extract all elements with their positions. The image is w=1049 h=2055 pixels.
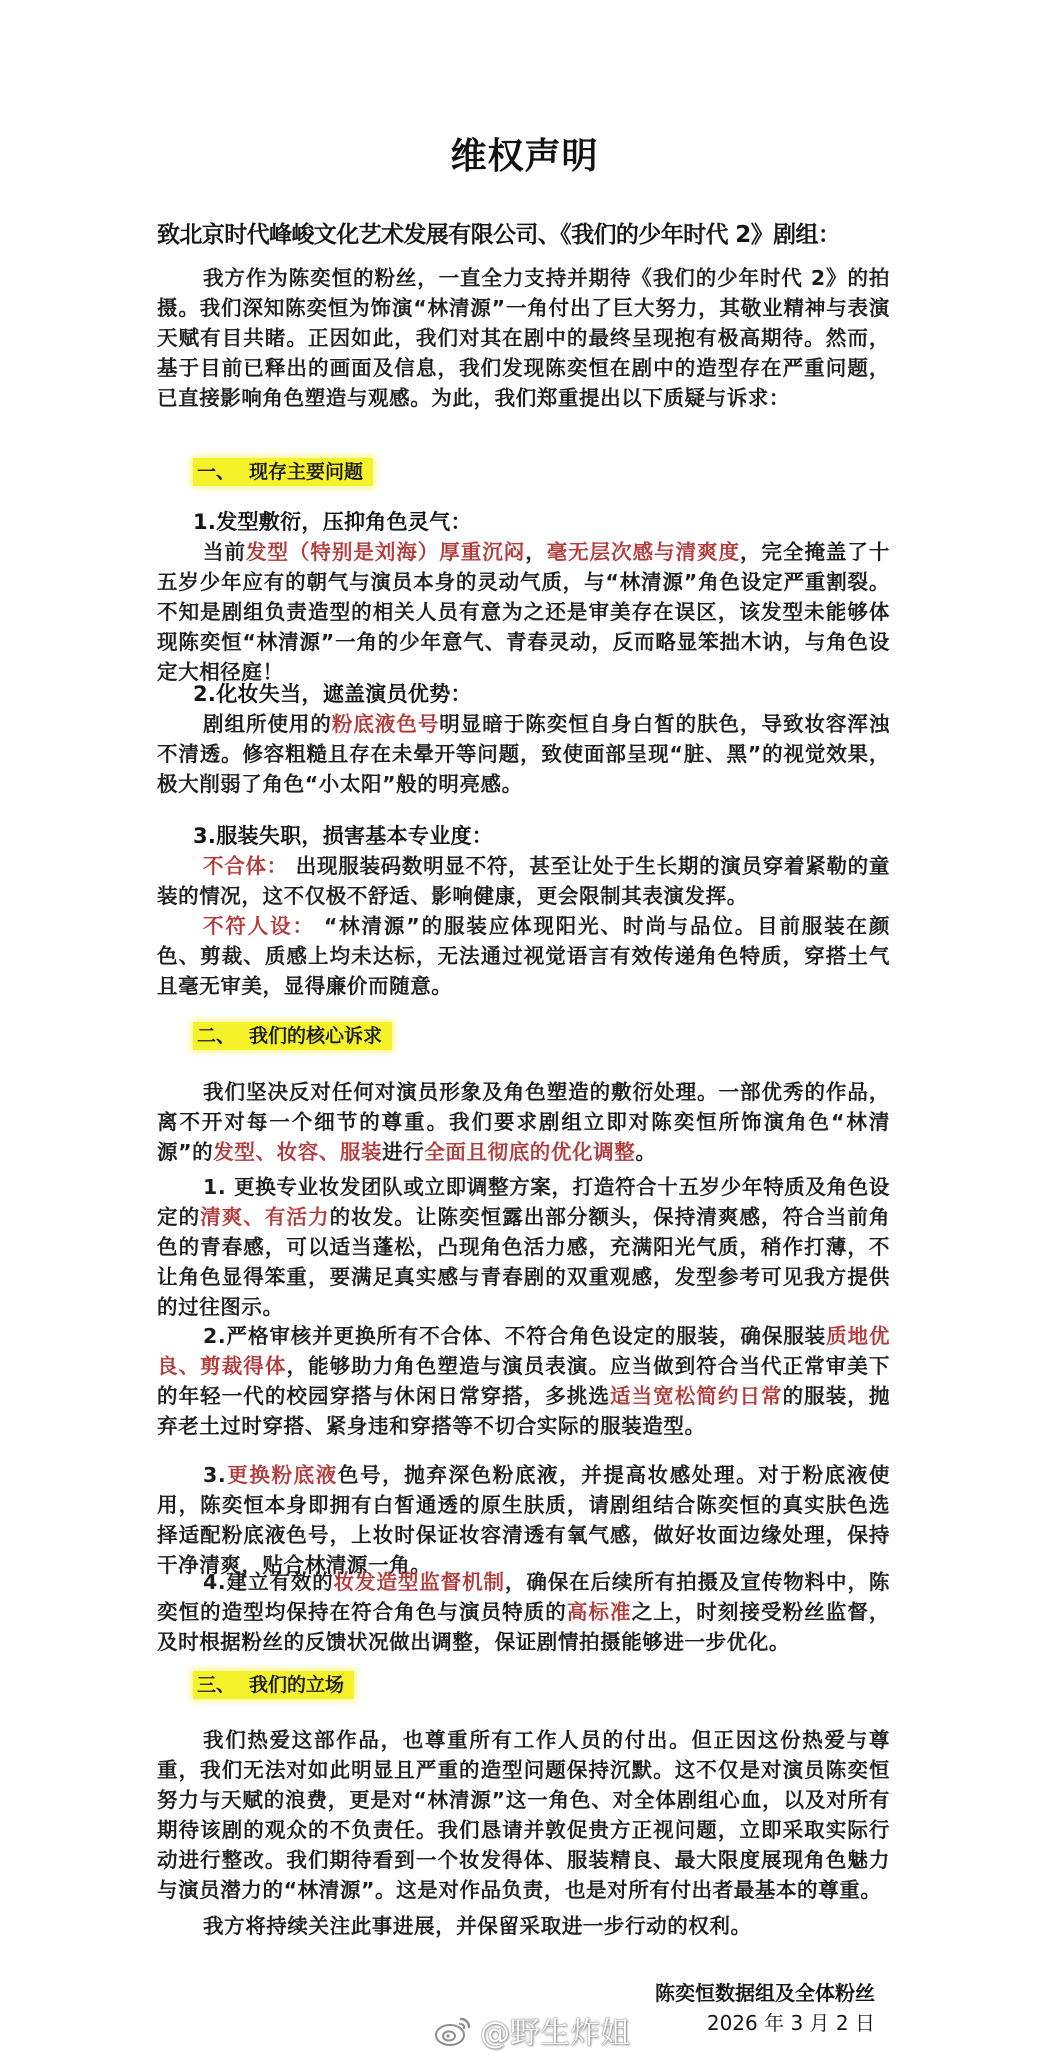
text: ，能够助力角色塑造与演员表演。应当做到符合当代正常审美下的年轻一代的校园穿搭与休闲日常穿搭，多挑选: [157, 1354, 890, 1408]
text: 剧组所使用的: [203, 712, 332, 736]
text: 明显暗于陈奕恒自身白皙的肤色，导致妆容浑浊不清透。修容粗糙且存在未晕开等问题，致使面部呈现“脏、黑”的视觉效果，极大削弱了角色“小太阳”般的明亮感。: [157, 712, 890, 796]
demand-item-2: [157, 1321, 890, 1441]
issue-title-costume: 3.服装失职，损害基本专业度：: [193, 824, 494, 848]
text: 的妆发。让陈奕恒露出部分额头，保持清爽感，符合当前角色的青春感，可以适当蓬松，凸现角色活力感，充满阳光气质，稍作打薄，不让角色显得笨重，要满足真实感与青春剧的双重观感，发型参考可见我方提供的过往图示。: [157, 1205, 890, 1319]
emphasis-text: 清爽、有活力: [200, 1205, 330, 1229]
text: 当前: [203, 540, 246, 564]
text: 之上，时刻接受粉丝监督，及时根据粉丝的反馈状况做出调整，保证剧情拍摄能够进一步优化。: [157, 1600, 890, 1654]
emphasis-text: 发型（特别是刘海）厚重沉闷: [245, 540, 526, 564]
emphasis-text: 质地优良、剪裁得体: [157, 1324, 890, 1378]
section-number: 二、: [197, 1025, 236, 1047]
emphasis-text: 适当宽松简约日常: [610, 1384, 783, 1408]
intro-paragraph: 我方作为陈奕恒的粉丝，一直全力支持并期待《我们的少年时代 2》的拍摄。我们深知陈奕恒为饰演“林清源”一角付出了巨大努力，其敬业精神与表演天赋有目共睹。正因如此，我们对其在剧中的最终呈现抱有极高期待。然而，基于目前已释出的画面及信息，我们发现陈奕恒在剧中的造型存在严重问题，已直接影响角色塑造与观感。为此，我们郑重提出以下质疑与诉求：: [157, 266, 890, 410]
section-number: 一、: [197, 461, 236, 483]
text: 1. 更换专业妆发团队或立即调整方案，打造符合十五岁少年特质及角色设定的: [157, 1175, 890, 1229]
emphasis-label: 不合体：: [203, 854, 288, 878]
issue-text-fit: [157, 851, 890, 911]
demands-intro: [157, 1077, 890, 1167]
section-heading-2: [193, 1022, 392, 1050]
emphasis-text: 服装: [339, 1140, 383, 1164]
text: 的服装，抛弃老土过时穿搭、紧身违和穿搭等不切合实际的服装造型。: [157, 1384, 890, 1438]
section-heading-3: [193, 1671, 354, 1699]
demand-item-3: [157, 1460, 890, 1580]
section-title: 现存主要问题: [249, 461, 364, 483]
text: 4.建立有效的: [203, 1570, 334, 1594]
issue-title-hair: 1.发型敷衍，压抑角色灵气：: [193, 510, 472, 534]
document-title: 维权声明: [450, 136, 599, 177]
text: 出现服装码数明显不符，甚至让处于生长期的演员穿着紧勒的童装的情况，这不仅极不舒适、影响健康，更会限制其表演发挥。: [157, 854, 890, 908]
emphasis-text: 妆容: [276, 1140, 319, 1164]
text: 2.严格审核并更换所有不合体、不符合角色设定的服装，确保服装: [203, 1324, 827, 1348]
text: “林清源”的服装应体现阳光、时尚与品位。目前服装在颜色、剪裁、质感上均未达标，无法通过视觉语言有效传递角色特质，穿搭土气且毫无审美，显得廉价而随意。: [157, 914, 891, 998]
separator: 、: [255, 1140, 277, 1164]
watermark-text: @野生炸姐: [480, 2016, 630, 2051]
demand-item-1: [157, 1172, 890, 1322]
emphasis-text: 妆发造型监督机制: [333, 1570, 505, 1594]
date: 2026 年 3 月 2 日: [706, 2011, 875, 2035]
issue-text-hair: [157, 537, 890, 687]
text: 。: [635, 1140, 657, 1164]
section-title: 我们的核心诉求: [249, 1025, 383, 1047]
section-heading-1: [193, 458, 373, 486]
text: 3.: [203, 1463, 227, 1487]
text: ，: [525, 540, 547, 564]
separator: 、: [318, 1140, 340, 1164]
emphasis-text: 粉底液色号: [331, 712, 440, 736]
emphasis-text: 高标准: [566, 1600, 632, 1624]
closing-paragraph: 我方将持续关注此事进展，并保留采取进一步行动的权利。: [203, 1914, 752, 1938]
text: 进行: [382, 1140, 425, 1164]
emphasis-text: 毫无层次感与清爽度: [546, 540, 741, 564]
salutation: 致北京时代峰峻文化艺术发展有限公司、《我们的少年时代 2》剧组：: [157, 222, 841, 248]
text: ，完全掩盖了十五岁少年应有的朝气与演员本身的灵动气质，与“林清源”角色设定严重割裂。不知是剧组负责造型的相关人员有意为之还是审美存在误区，该发型未能够体现陈奕恒“林清源”一角的少年意气、青春灵动，反而略显笨拙木讷，与角色设定大相径庭！: [157, 540, 890, 684]
stance-paragraph: 我们热爱这部作品，也尊重所有工作人员的付出。但正因这份热爱与尊重，我们无法对如此明显且严重的造型问题保持沉默。这不仅是对演员陈奕恒努力与天赋的浪费，更是对“林清源”这一角色、对全体剧组心血，以及对所有期待该剧的观众的不负责任。我们恳请并敦促贵方正视问题，立即采取实际行动进行整改。我们期待看到一个妆发得体、服装精良、最大限度展现角色魅力与演员潜力的“林清源”。这是对作品负责，也是对所有付出者最基本的尊重。: [157, 1728, 890, 1902]
weibo-icon: [434, 2013, 474, 2047]
emphasis-text: 全面且彻底的优化调整: [424, 1140, 636, 1164]
text: ，确保在后续所有拍摄及宣传物料中，陈奕恒的造型均保持在符合角色与演员特质的: [157, 1570, 890, 1624]
issue-text-persona: [157, 911, 890, 1001]
emphasis-label: 不符人设：: [203, 914, 315, 938]
signature: 陈奕恒数据组及全体粉丝: [655, 1981, 875, 2005]
text: 色号，抛弃深色粉底液，并提高妆感处理。对于粉底液使用，陈奕恒本身即拥有白皙通透的原生肤质，请剧组结合陈奕恒的真实肤色选择适配粉底液色号，上妆时保证妆容清透有氧气感，做好妆面边缘处理，保持干净清爽，贴合林清源一角。: [157, 1463, 891, 1577]
issue-title-makeup: 2.化妆失当，遮盖演员优势：: [193, 682, 472, 706]
section-number: 三、: [197, 1674, 236, 1696]
text: 我们坚决反对任何对演员形象及角色塑造的敷衍处理。一部优秀的作品，离不开对每一个细节的尊重。我们要求剧组立即对陈奕恒所饰演角色“林清源”的: [157, 1080, 890, 1164]
section-title: 我们的立场: [249, 1674, 345, 1696]
emphasis-text: 更换粉底液: [226, 1463, 338, 1487]
watermark: [434, 2010, 630, 2050]
emphasis-text: 发型: [213, 1140, 256, 1164]
issue-text-makeup: [157, 709, 890, 799]
demand-item-4: [157, 1567, 890, 1657]
